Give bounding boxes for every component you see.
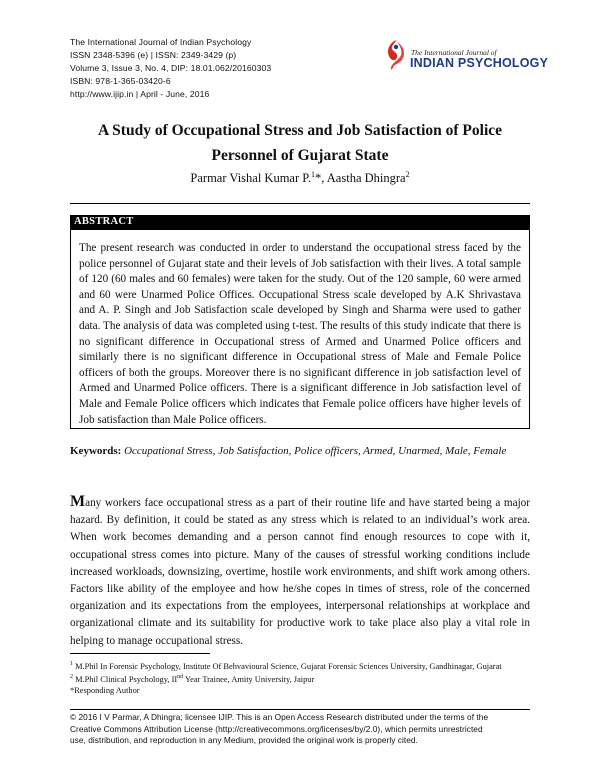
corresponding-mark: *, [314,171,327,186]
header-divider [70,203,530,204]
footnote-1-num: 1 [70,661,73,667]
footnote-2-sup: nd [177,674,184,681]
footnote-2-post: Year Trainee, Amity University, Jaipur [183,674,315,684]
journal-name: The International Journal of Indian Psychology [70,37,252,47]
intro-paragraph [70,493,530,650]
footnote-divider [70,653,210,654]
logo-small-text: The International Journal of [411,48,497,57]
logo-big-text: INDIAN PSYCHOLOGY [410,56,549,70]
paper-title: A Study of Occupational Stress and Job Satisfaction of Police Personnel of Gujarat State [97,122,503,164]
footnote-3: *Responding Author [70,686,140,696]
journal-logo [384,36,549,76]
footnote-1-text: M.Phil In Forensic Psychology, Institute Of Behvavioural Science, Gujarat Forensic Sciences University, Gandhinagar, Gujarat [75,661,502,671]
journal-header [70,36,370,101]
keywords-label: Keywords: [70,445,122,457]
license-notice [70,712,530,747]
footnote-2 [70,672,530,685]
logo-emblem-icon [384,38,408,72]
author-1-affil: 1 [310,170,315,179]
author-2: Aastha Dhingra [326,171,406,186]
keywords-line [70,444,530,459]
footnote-2-num: 2 [70,674,73,681]
license-divider [70,709,530,710]
abstract-body: The present research was conducted in order to understand the occupational stress faced by the police personnel of Gujarat state and their levels of Job satisfaction with their lives. A total sample of 120 (60 males and 60 females) were taken for the study. Out of the 120 sample, 60 were armed and 60 were Unarmed Police Offices. Occupational Stress scale developed by A.K Shrivastava and A. P. Singh and Job Satisfaction scale developed by Singh and Sharma were used to gather data. The analysis of data was completed using t-test. The results of this study indicate that there is no significant difference in Occupational stress of Armed and Unarmed Police officers and similarly there is no significant difference in Occupational stress of Male and Female Police officers of both the groups. Moreover there is no significant difference in job satisfaction level of Armed and Unarmed Police officers. There is a significant difference in Job satisfaction level of Male and Female Police officers which indicates that Female police officers have higher levels of Job satisfaction than Male Police officers. [70,229,530,429]
keywords-text: Occupational Stress, Job Satisfaction, Police officers, Armed, Unarmed, Male, Female [124,445,507,457]
abstract-heading: ABSTRACT [70,215,530,229]
intro-text: any workers face occupational stress as a part of their routine life and have started being a major hazard. By definition, it could be stated as any stress which is related to an individual’s work area. When work becomes demanding and a person cannot find enough resources to cope with it, occupational stress comes into picture. Many of the causes of stressful working conditions include increased workloads, downsizing, overtime, hostile work environments, and shift work among others. Factors like ability of the employee and how he/she copes in times of stress, role of the concerned organization and its expectations from the employees, interpersonal relationships at workplace and organizational climate and its suitability for productive work to take place also play a vital role in helping to manage occupational stress. [70,497,530,647]
volume-line: Volume 3, Issue 3, No. 4, DIP: 18.01.062/20160303 [70,62,272,73]
author-line [70,170,530,186]
issn-line: ISSN 2348-5396 (e) | ISSN: 2349-3429 (p) [70,49,237,60]
license-line-2: Creative Commons Attribution License (http://creativecommons.org/licenses/by/2.0), which permits unrestricted [70,723,483,734]
footnotes [70,659,530,696]
footnote-2-pre: M.Phil Clinical Psychology, II [75,674,178,684]
isbn-line: ISBN: 978-1-365-03420-6 [70,75,171,86]
license-line-3: use, distribution, and reproduction in any Medium, provided the original work is properly cited. [70,735,418,746]
footnote-1 [70,659,530,672]
url-date-line: http://www.ijip.in | April - June, 2016 [70,88,210,99]
dropcap-letter: M [70,493,86,510]
author-2-affil: 2 [405,170,410,179]
author-1: Parmar Vishal Kumar P. [190,171,311,186]
license-line-1: © 2016 I V Parmar, A Dhingra; licensee IJIP. This is an Open Access Research distributed under the terms of the [70,712,489,722]
